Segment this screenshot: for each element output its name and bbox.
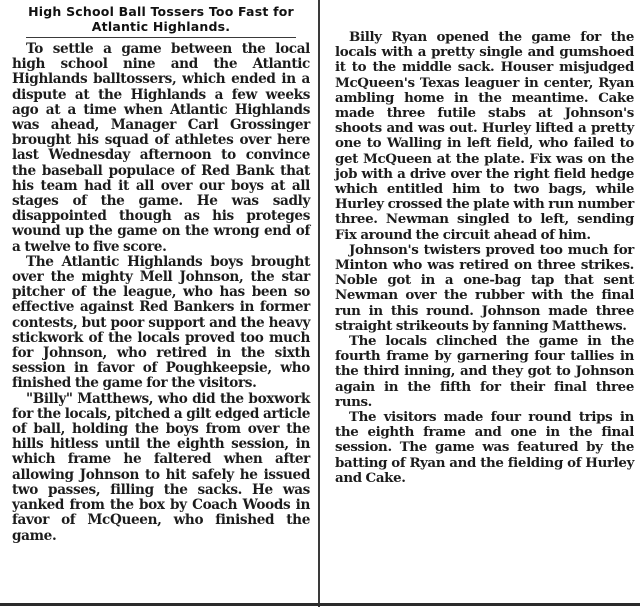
headline-line-1: High School Ball Tossers Too Fast for [28,4,294,19]
paragraph: Billy Ryan opened the game for the locals with a pretty single and gumshoed it to the middle sack. Houser misjudged McQueen's Texas leaguer in center, Ryan ambling home in the meantime. Cake made three futile stabs at Johnson's shoots and was out. Hurley lifted a pretty one to Walling in left field, who failed to get McQueen at the plate. Fix was on the job with a drive over the right field hedge which entitled him to two bags, while Hurley crossed the plate with run number three. Newman singled to left, sending Fix around the circuit ahead of him. [335,29,634,243]
paragraph: To settle a game between the local high school nine and the Atlantic Highlands balltossers, which ended in a dispute at the Highlands a few weeks ago at a time when Atlantic Highlands was ahead, Manager Carl Grossinger brought his squad of athletes over here last Wednesday afternoon to convince the baseball populace of Red Bank that his team had it all over our boys at all stages of the game. He was sadly disappointed though as his proteges wound up the game on the wrong end of a twelve to five score. [12,41,310,255]
left-column [0,0,316,544]
headline-line-2: Atlantic Highlands. [91,19,231,34]
headline-rule [26,37,296,38]
paragraph: The locals clinched the game in the fourth frame by garnering four tallies in the third inning, and they got to Johnson again in the fifth for their final three runs. [335,333,634,410]
paragraph: Johnson's twisters proved too much for Minton who was retired on three strikes. Noble got in a one-bag tap that sent Newman over the rubber with the final run in this round. Johnson made three straight strikeouts by fanning Matthews. [335,241,634,334]
right-column [323,0,640,486]
column-divider [318,0,320,607]
paragraph: "Billy" Matthews, who did the boxwork for the locals, pitched a gilt edged article of ball, holding the boys from over the hills hitless until the eighth session, in which frame he faltered when after allowing Johnson to hit safely he issued two passes, filling the sacks. He was yanked from the box by Coach Woods in favor of McQueen, who finished the game. [12,390,310,544]
bottom-rule [0,603,640,606]
paragraph: The Atlantic Highlands boys brought over the mighty Mell Johnson, the star pitcher of the league, who has been so effective against Red Bankers in former contests, but poor support and the heavy stickwork of the locals proved too much for Johnson, who retired in the sixth session in favor of Poughkeepsie, who finished the game for the visitors. [12,253,310,392]
paragraph: The visitors made four round trips in the eighth frame and one in the final session. The game was featured by the batting of Ryan and the fielding of Hurley and Cake. [335,409,634,486]
